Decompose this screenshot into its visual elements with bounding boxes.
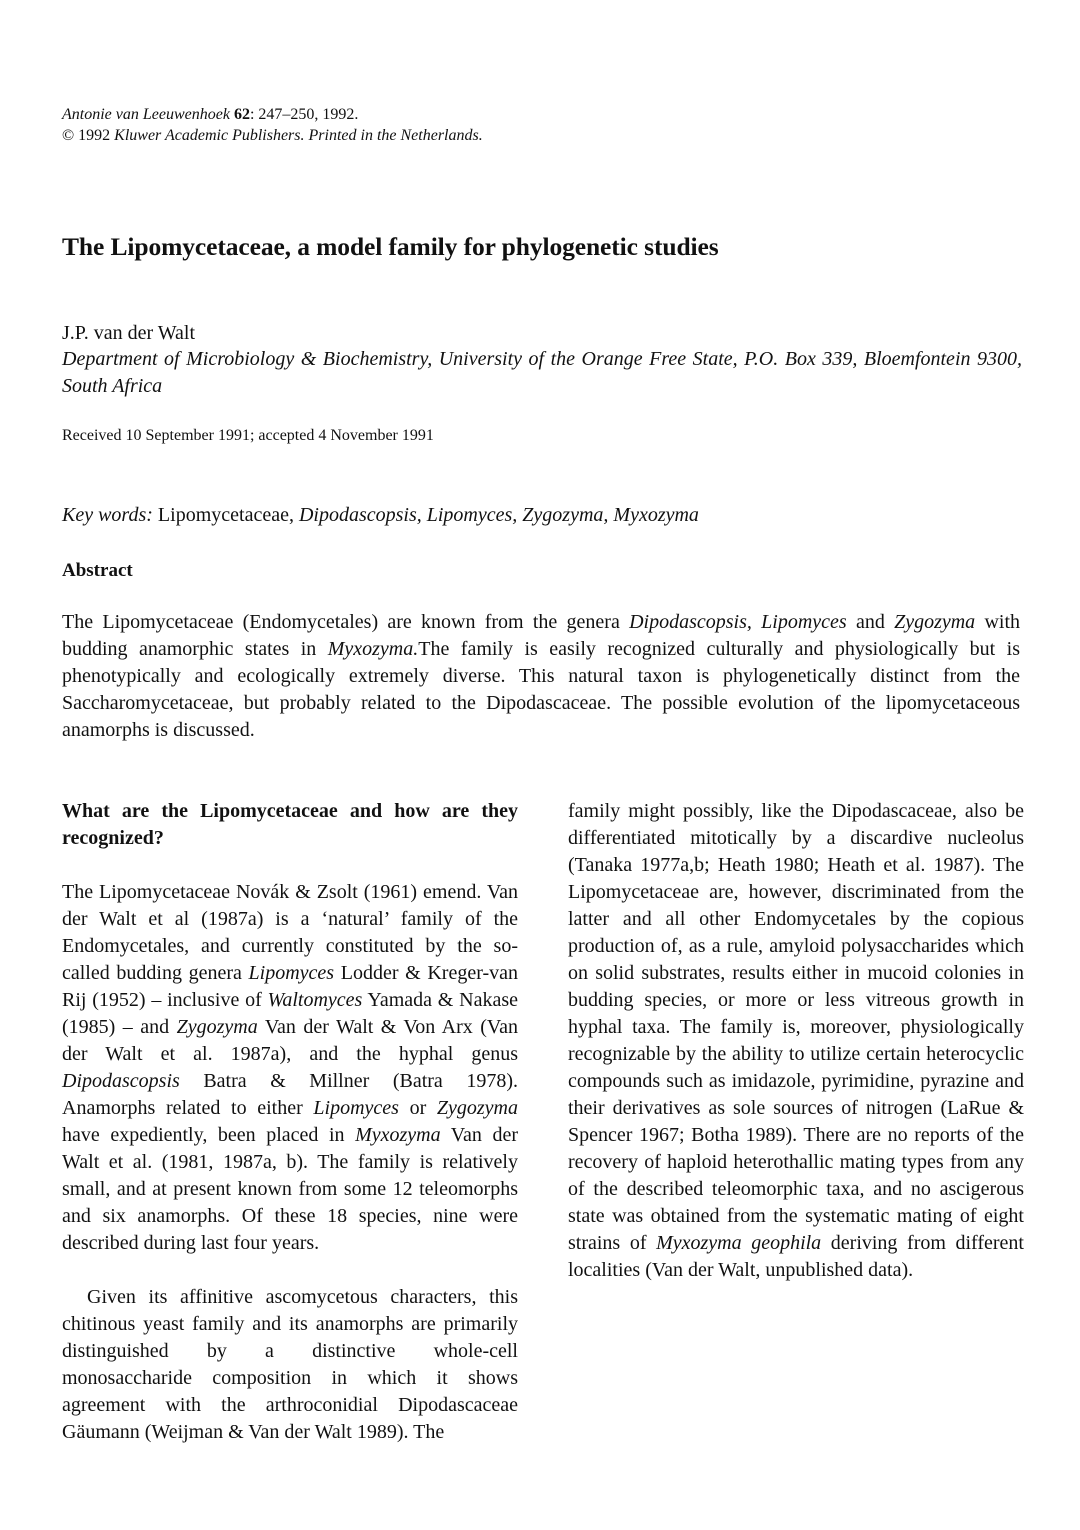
text-run: Batra & Millner (Batra 1978). Anamorphs related to either — [62, 1070, 518, 1119]
text-run: Lodder & Kreger-van Rij (1952) – inclusive of — [62, 962, 519, 1011]
text-run: family might possibly, like the Dipodascaceae, also be differentiated mitotically by a discardive nucleolus (Tanaka 1977a,b; Heath 1980; Heath et al. 1987). The Lipomycetaceae are, however, discriminated from the latter and all other Endomycetales by the copious production of, as a rule, amyloid polysaccharides which on solid substrates, results either in mucoid colonies in budding species, or more or less vitreous growth in hyphal taxa. The family is, moreover, physiologically recognizable by the ability to utilize certain heterocyclic compounds such as imidazole, pyrimidine, pyrazine and their derivatives as sole sources of nitrogen (LaRue & Spencer 1967; Botha 1989). There are no reports of the recovery of haploid heterothallic mating types from any of the described teleomorphic taxa, and no ascigerous state was obtained from the systematic mating of eight strains of — [568, 800, 1024, 1254]
keyword-item: Dipodascopsis, — [298, 504, 422, 526]
abstract-italic: Myxozyma. — [327, 638, 419, 660]
italic-run: Zygozyma — [176, 1016, 258, 1038]
text-run: or — [398, 1097, 437, 1119]
abstract-run: with budding anamorphic states in — [62, 611, 1020, 660]
author-name: J.P. van der Walt — [62, 322, 196, 344]
italic-run: Waltomyces — [267, 989, 363, 1011]
italic-run: Lipomyces — [313, 1097, 399, 1119]
copyright-symbol: © — [62, 127, 75, 144]
italic-run: Zygozyma — [436, 1097, 518, 1119]
italic-run: Myxozyma geophila — [656, 1232, 822, 1254]
copyright-year: 1992 — [74, 127, 115, 144]
journal-volume: 62 — [233, 106, 250, 123]
abstract-run: The family is easily recognized culturally and physiologically but is phenotypically and ecologically extremely diverse. This natural taxon is phylogenetically distinct from the Saccharomycetaceae, but probably related to the Dipodascaceae. The possible evolution of the lipomycetaceous anamorphs is discussed. — [62, 638, 1021, 741]
keyword-item: Zygozyma, — [522, 504, 609, 526]
text-run: Van der Walt & Von Arx (Van der Walt et al. 1987a), and the hyphal genus — [62, 1016, 518, 1065]
italic-run: Myxozyma — [355, 1124, 441, 1146]
text-run: Yamada & Nakase (1985) – and — [62, 989, 518, 1038]
keyword-item: Myxozyma — [613, 504, 699, 526]
abstract-run: and — [846, 611, 895, 633]
abstract-heading: Abstract — [62, 560, 133, 581]
keyword-item: Lipomycetaceae, — [157, 504, 294, 526]
section-heading: What are the Lipomycetaceae and how are they recognized? — [62, 800, 518, 849]
text-run: The Lipomycetaceae Novák & Zsolt (1961) emend. Van der Walt et al (1987a) is a ‘natural’ family of the Endomycetales, and currently constituted by the so-called budding genera — [62, 881, 518, 984]
italic-run: Lipomyces — [248, 962, 335, 984]
article-title: The Lipomycetaceae, a model family for phylogenetic studies — [62, 232, 719, 261]
body-paragraph — [62, 879, 518, 1257]
abstract-italic: Zygozyma — [894, 611, 976, 633]
abstract-italic: Dipodascopsis, Lipomyces — [629, 611, 847, 633]
text-run: deriving from different localities (Van der Walt, unpublished data). — [568, 1232, 1024, 1281]
keywords — [62, 504, 699, 527]
body-paragraph — [568, 798, 1024, 1284]
text-run: have expediently, been placed in — [62, 1124, 356, 1146]
journal-name: Antonie van Leeuwenhoek — [62, 106, 230, 123]
italic-run: Dipodascopsis — [62, 1070, 180, 1092]
journal-citation — [62, 104, 483, 146]
received-date: Received 10 September 1991; accepted 4 November 1991 — [62, 427, 434, 444]
keywords-label: Key words: — [62, 504, 153, 526]
citation-line — [62, 104, 483, 125]
author-affiliation: Department of Microbiology & Biochemistry, University of the Orange Free State, P.O. Box 339, Bloemfontein 9300, South Africa — [62, 348, 1022, 397]
copyright-text: Kluwer Academic Publishers. Printed in the Netherlands. — [114, 127, 483, 144]
journal-pages: : 247–250, 1992. — [249, 106, 359, 123]
body-paragraph: Given its affinitive ascomycetous characters, this chitinous yeast family and its anamorphs are primarily distinguished by a distinctive whole-cell monosaccharide composition in which it shows agreement with the arthroconidial Dipodascaceae Gäumann (Weijman & Van der Walt 1989). The — [62, 1286, 518, 1443]
abstract-text — [62, 609, 1020, 744]
keyword-item: Lipomyces, — [426, 504, 518, 526]
copyright-line — [62, 125, 483, 146]
abstract-run: The Lipomycetaceae (Endomycetales) are known from the genera — [62, 611, 630, 633]
text-run: Van der Walt et al. (1981, 1987a, b). The family is relatively small, and at present known from some 12 teleomorphs and six anamorphs. Of these 18 species, nine were described during last four years. — [62, 1124, 518, 1254]
